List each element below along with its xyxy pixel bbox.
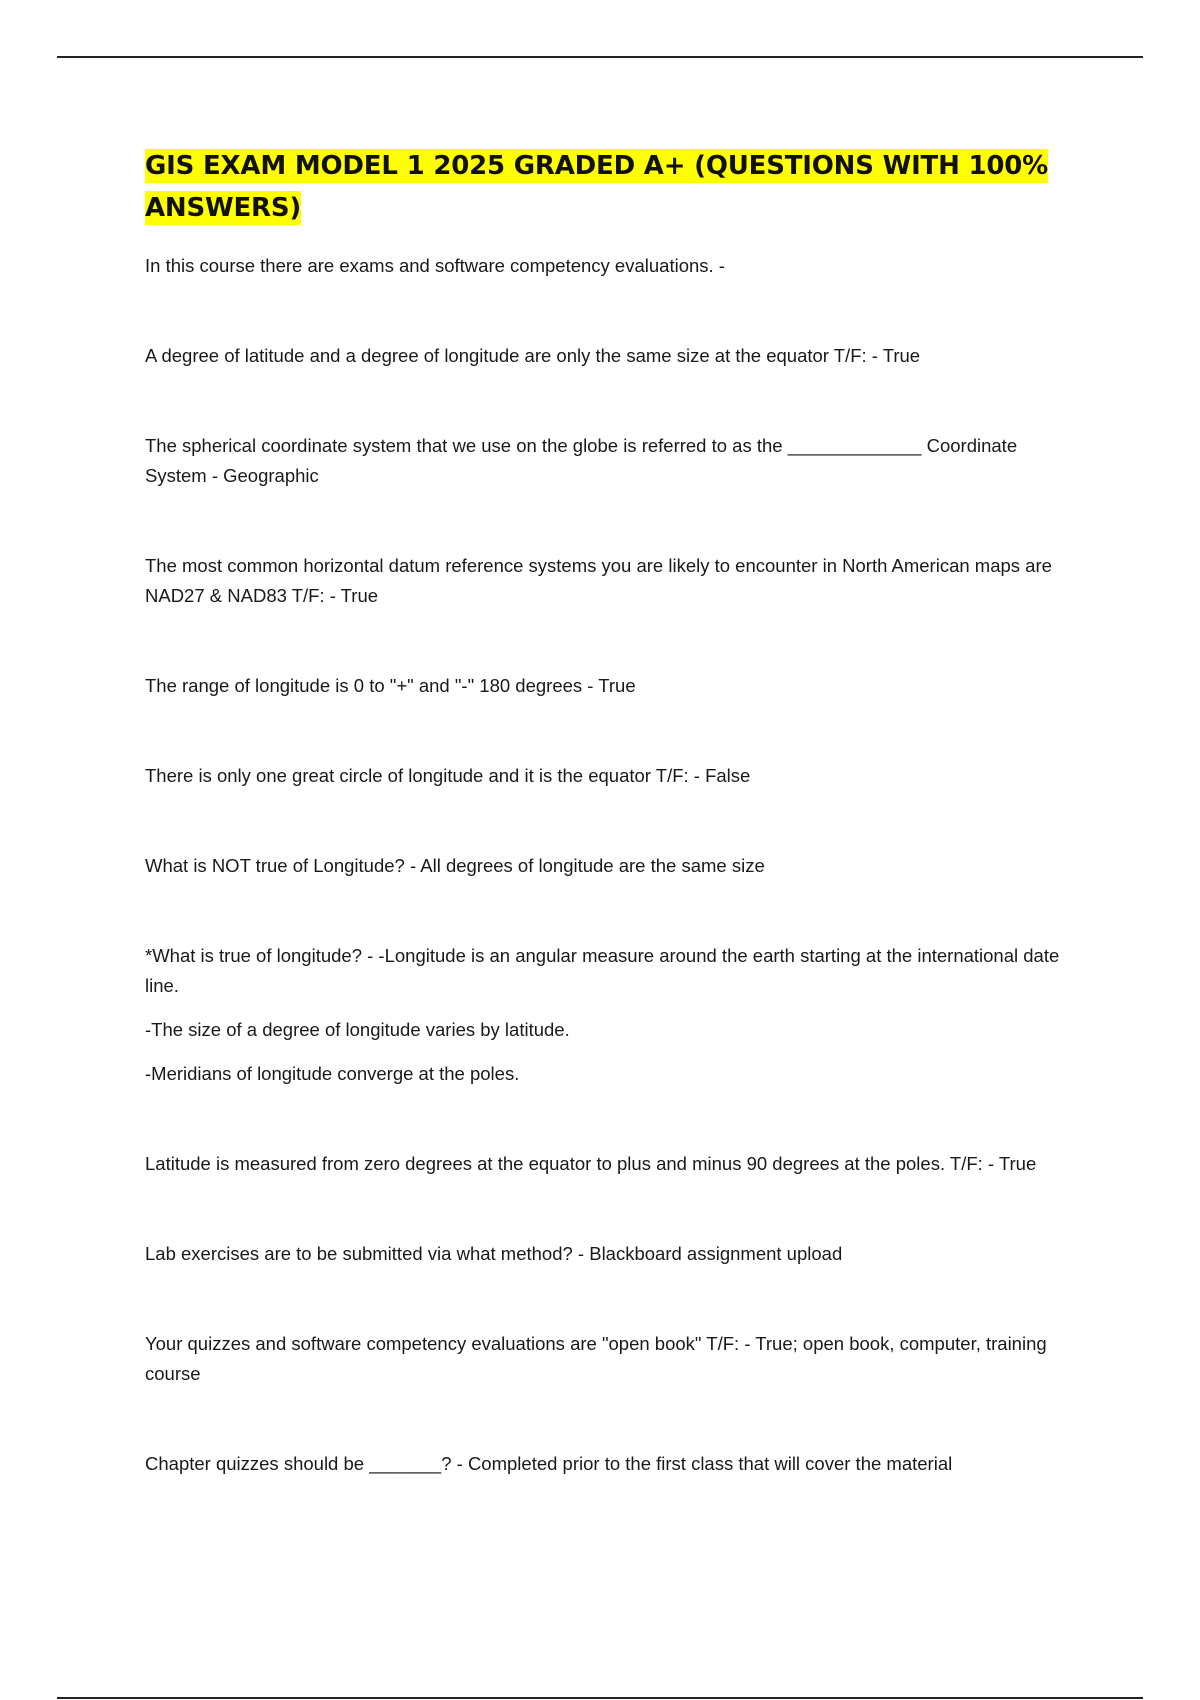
qa-subline: -The size of a degree of longitude varies by latitude. [145, 1019, 570, 1040]
title-highlight: GIS EXAM MODEL 1 2025 GRADED A+ (QUESTIONS WITH 100% ANSWERS) [145, 151, 1049, 223]
qa-text: What is NOT true of Longitude? - All degrees of longitude are the same size [145, 855, 765, 876]
qa-item-6 [145, 761, 1065, 791]
qa-text: In this course there are exams and software competency evaluations. - [145, 255, 725, 276]
qa-item-2 [145, 341, 1065, 371]
qa-item-4 [145, 551, 1065, 611]
qa-subline: -Meridians of longitude converge at the poles. [145, 1063, 520, 1084]
qa-item-11 [145, 1329, 1065, 1389]
document-title [145, 145, 1065, 229]
qa-text: There is only one great circle of longitude and it is the equator T/F: - False [145, 765, 751, 786]
qa-text: Latitude is measured from zero degrees at the equator to plus and minus 90 degrees at the poles. T/F: - True [145, 1153, 1037, 1174]
qa-item-9 [145, 1149, 1065, 1179]
qa-text: A degree of latitude and a degree of longitude are only the same size at the equator T/F: - True [145, 345, 921, 366]
qa-item-5 [145, 671, 1065, 701]
qa-text: The most common horizontal datum reference systems you are likely to encounter in North American maps are NAD27 & NAD83 T/F: - True [145, 555, 1052, 606]
qa-text: Your quizzes and software competency evaluations are "open book" T/F: - True; open book, computer, training course [145, 1333, 1047, 1384]
qa-text: The range of longitude is 0 to "+" and "-" 180 degrees - True [145, 675, 636, 696]
qa-item-10 [145, 1239, 1065, 1269]
qa-text: Chapter quizzes should be _______? - Completed prior to the first class that will cover the material [145, 1453, 953, 1474]
qa-item-7 [145, 851, 1065, 881]
qa-item-12 [145, 1449, 1065, 1479]
qa-item-8 [145, 941, 1065, 1089]
top-rule [57, 56, 1143, 58]
qa-text: Lab exercises are to be submitted via what method? - Blackboard assignment upload [145, 1243, 843, 1264]
qa-text: *What is true of longitude? - -Longitude is an angular measure around the earth starting at the international date line. [145, 945, 1060, 996]
document-body [145, 145, 1065, 1539]
qa-item-1 [145, 251, 1065, 281]
bottom-rule [57, 1697, 1143, 1699]
qa-item-3 [145, 431, 1065, 491]
qa-text: The spherical coordinate system that we use on the globe is referred to as the _____________ Coordinate System - Geographic [145, 435, 1018, 486]
